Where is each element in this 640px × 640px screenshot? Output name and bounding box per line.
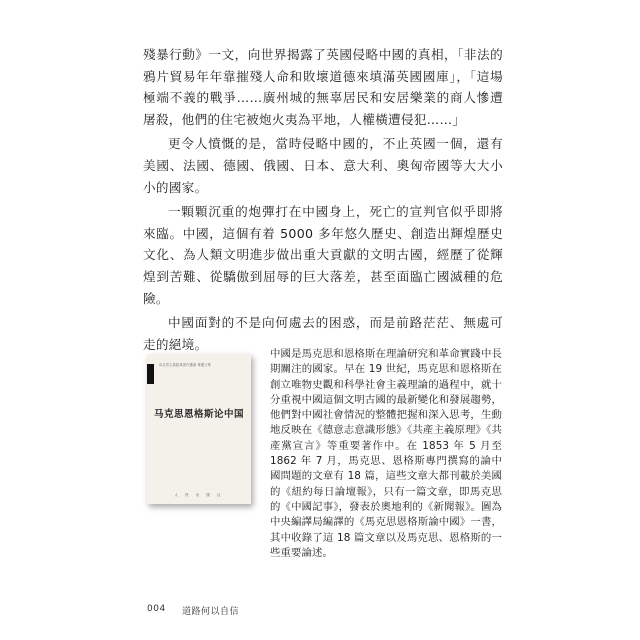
main-text-block (143, 44, 503, 358)
paragraph-1: 殘暴行動》一文，向世界揭露了英國侵略中國的真相，「非法的鴉片貿易年年靠摧殘人命和敗壞道德來填滿英國國庫」，「這場極端不義的戰爭……廣州城的無辜居民和安居樂業的商人慘遭屠殺，他們的住宅被炮火夷為平地，人權橫遭侵犯……」 (143, 47, 503, 127)
paragraph-2: 更令人憤慨的是，當時侵略中國的，不止英國一個，還有美國、法國、德國、俄國、日本、意大利、奧匈帝國等大大小小的國家。 (143, 136, 503, 195)
cover-series-text: 馬克思主義經典著作選讀 專題文集 (159, 363, 212, 367)
running-title: 道路何以自信 (182, 607, 240, 617)
paragraph-4: 中國面對的不是向何處去的困惑，而是前路茫茫、無處可走的絕境。 (143, 315, 503, 352)
page-number: 004 (147, 604, 166, 614)
image-caption-text: 中國是馬克思和恩格斯在理論研究和革命實踐中長期關注的國家。早在 19 世紀，馬克思和恩格斯在創立唯物史觀和科學社會主義理論的過程中，就十分重視中國這個文明古國的最新變化和發展趨勢，他們對中國社會情況的整體把握和深入思考，生動地反映在《德意志意識形態》《共產主義原理》《共產黨宣言》等重要著作中。在 1853 年 5 月至 1862 年 7 月，馬克思、恩格斯專門撰寫的論中國問題的文章有 18 篇，這些文章大都刊載於美國的《紐約每日論壇報》，只有一篇文章，即馬克思的《中國記事》，發表於奧地利的《新聞報》。圖為中央編譯局編譯的《馬克思恩格斯論中國》一書，其中收錄了這 18 篇文章以及馬克思、恩格斯的一些重要論述。 (270, 348, 502, 559)
cover-title: 马克思恩格斯论中国 (153, 409, 244, 420)
paragraph-3: 一顆顆沉重的炮彈打在中國身上，死亡的宣判官似乎即將來臨。中國，這個有着 5000 多年悠久歷史、創造出輝煌歷史文化、為人類文明進步做出重大貢獻的文明古國，經歷了從輝煌到苦難、從驕傲到屈辱的巨大落差，甚至面臨亡國滅種的危險。 (143, 204, 503, 306)
book-cover-image (147, 354, 251, 504)
cover-publisher: 人 民 出 版 社 (174, 493, 224, 497)
cover-logo-strip (147, 364, 154, 384)
